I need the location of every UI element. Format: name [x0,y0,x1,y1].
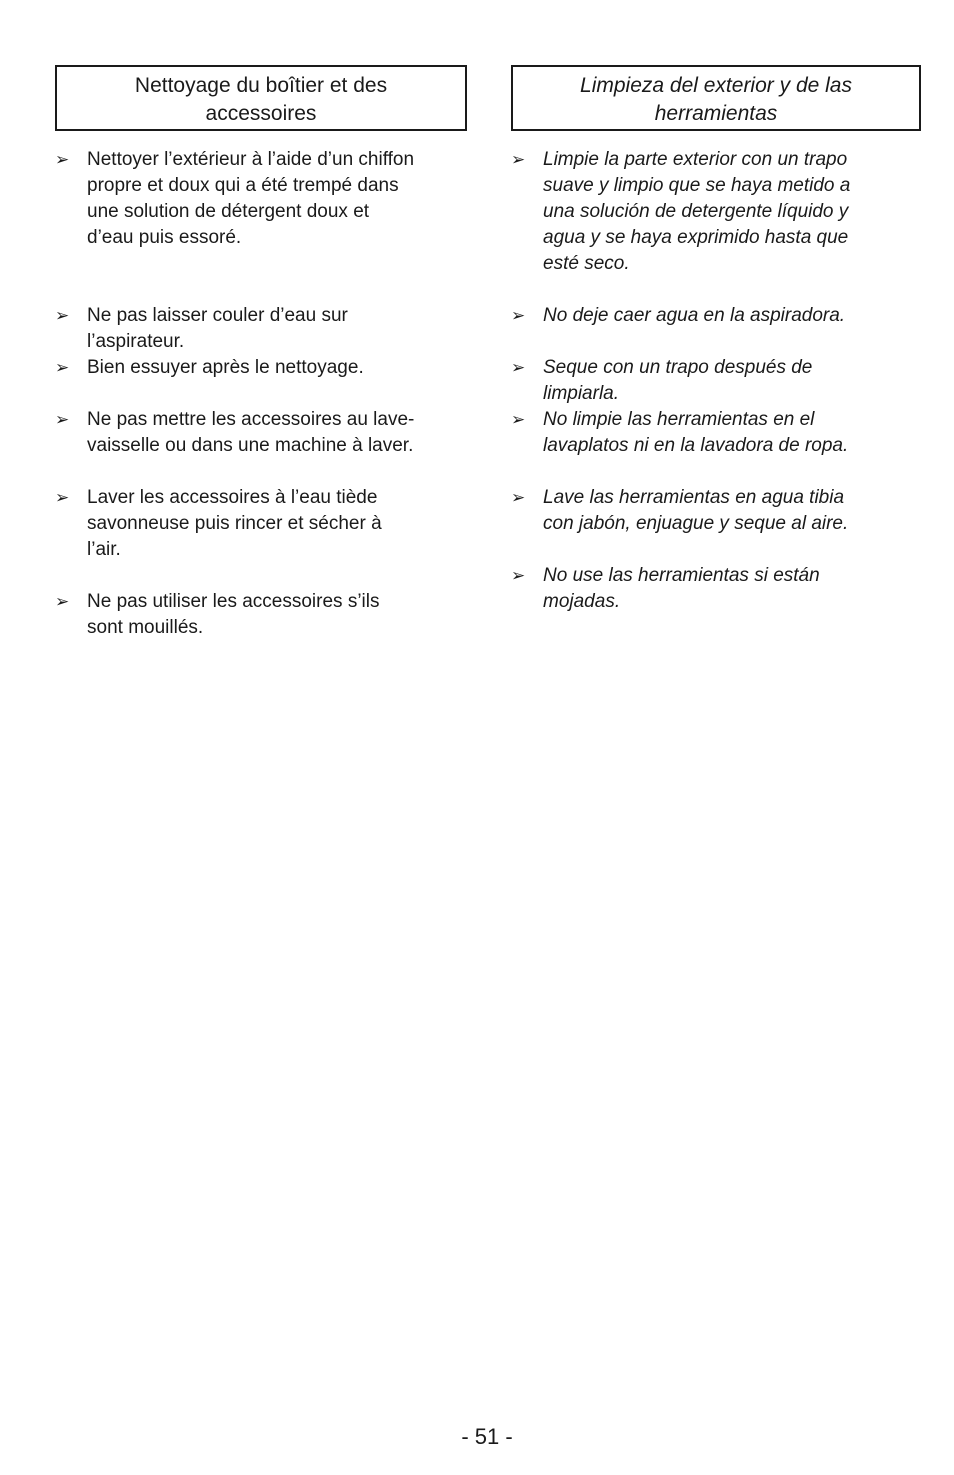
french-heading-line-2: accessoires [205,102,317,125]
item-text-line: limpiarla. [543,383,620,404]
spanish-item-1 [511,147,923,277]
arrow-bullet-icon: ➢ [511,358,526,377]
arrow-bullet-icon: ➢ [511,410,526,429]
item-text-line: sont mouillés. [87,617,204,638]
arrow-bullet-icon: ➢ [55,306,70,325]
spanish-item-4 [511,407,923,459]
item-text-line: agua y se haya exprimido hasta que [543,227,849,248]
spanish-item-6 [511,563,923,615]
french-section-heading [55,65,467,131]
french-item-3 [55,355,467,381]
french-item-1 [55,147,467,251]
item-text-line: una solución de detergente líquido y [543,201,849,222]
arrow-bullet-icon: ➢ [55,488,70,507]
spanish-section-heading [511,65,921,131]
item-text-line: con jabón, enjuague y seque al aire. [543,513,849,534]
item-text-line: Lave las herramientas en agua tibia [543,487,845,508]
item-text-line: d’eau puis essoré. [87,227,242,248]
french-item-6 [55,589,467,641]
arrow-bullet-icon: ➢ [55,358,70,377]
arrow-bullet-icon: ➢ [55,150,70,169]
item-text-line: Ne pas mettre les accessoires au lave- [87,409,415,430]
french-item-5 [55,485,467,563]
spanish-item-2 [511,303,923,329]
arrow-bullet-icon: ➢ [511,566,526,585]
item-text-line: Nettoyer l’extérieur à l’aide d’un chiffon [87,149,415,170]
spanish-column [511,65,921,612]
arrow-bullet-icon: ➢ [511,306,526,325]
item-text-line: No limpie las herramientas en el [543,409,815,430]
arrow-bullet-icon: ➢ [511,150,526,169]
item-text-line: lavaplatos ni en la lavadora de ropa. [543,435,849,456]
item-text-line: No use las herramientas si están [543,565,820,586]
french-column [55,65,467,638]
french-item-4 [55,407,467,459]
item-text-line: No deje caer agua en la aspiradora. [543,305,846,326]
spanish-item-3 [511,355,923,407]
page-number: - 51 - [461,1424,513,1449]
item-text-line: esté seco. [543,253,630,274]
item-text-line: savonneuse puis rincer et sécher à [87,513,382,534]
item-text-line: mojadas. [543,591,621,612]
item-text-line: Limpie la parte exterior con un trapo [543,149,848,170]
item-text-line: vaisselle ou dans une machine à laver. [87,435,414,456]
item-text-line: Seque con un trapo después de [543,357,813,378]
item-text-line: une solution de détergent doux et [87,201,370,222]
item-text-line: l’aspirateur. [87,331,185,352]
item-text-line: propre et doux qui a été trempé dans [87,175,399,196]
item-text-line: Bien essuyer après le nettoyage. [87,357,364,378]
french-heading-line-1: Nettoyage du boîtier et des [134,74,388,97]
item-text-line: suave y limpio que se haya metido a [543,175,851,196]
item-text-line: l’air. [87,539,121,560]
french-item-2 [55,303,467,355]
item-text-line: Ne pas utiliser les accessoires s’ils [87,591,380,612]
arrow-bullet-icon: ➢ [55,410,70,429]
item-text-line: Ne pas laisser couler d’eau sur [87,305,348,326]
spanish-heading-line-1: Limpieza del exterior y de las [580,74,852,97]
spanish-item-5 [511,485,923,537]
spanish-heading-line-2: herramientas [654,102,778,125]
arrow-bullet-icon: ➢ [511,488,526,507]
arrow-bullet-icon: ➢ [55,592,70,611]
item-text-line: Laver les accessoires à l’eau tiède [87,487,378,508]
